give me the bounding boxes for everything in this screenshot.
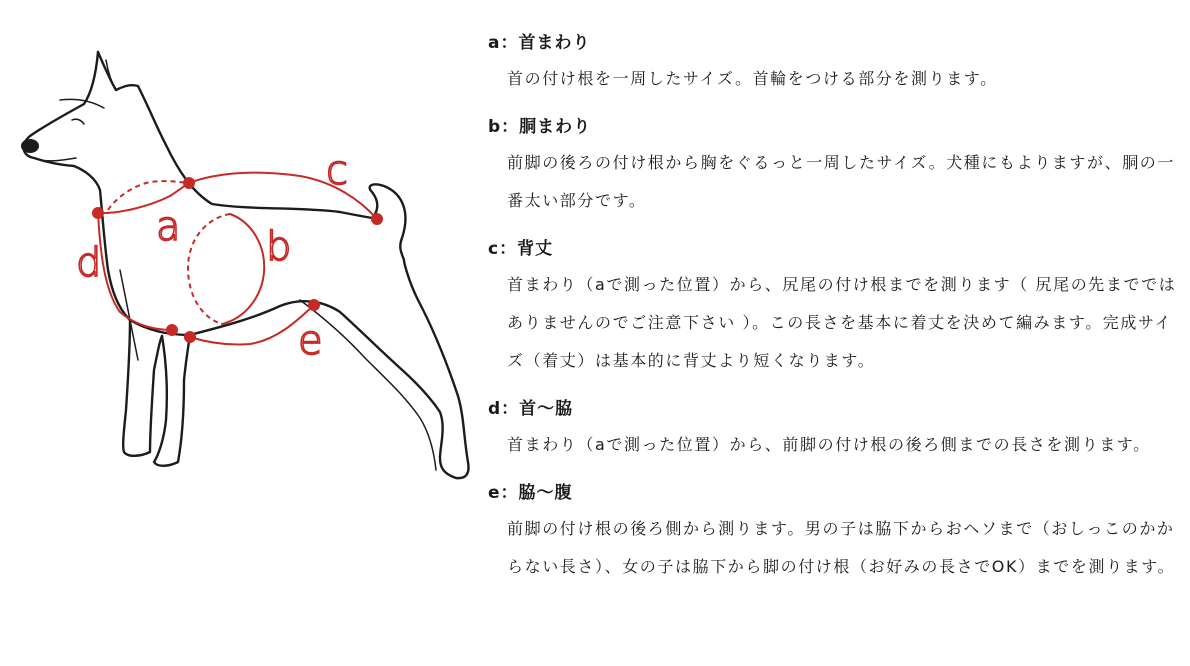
legend-desc-b: 前脚の後ろの付け根から胸をぐるっと一周したサイズ。犬種にもよりますが、胴の一番太い部分です。	[507, 153, 1176, 210]
legend-title-e: e：脇～腹	[488, 483, 573, 503]
legend-item-c	[488, 236, 1178, 380]
point-armpit	[166, 324, 178, 336]
measure-b-back	[188, 214, 230, 324]
point-neck-back	[183, 177, 195, 189]
legend-title-a: a：首まわり	[488, 33, 591, 53]
label-b: b	[266, 224, 292, 270]
legend-desc-d: 首まわり（aで測った位置）から、前脚の付け根の後ろ側までの長さを測ります。	[507, 435, 1151, 454]
legend-item-e	[488, 480, 1178, 586]
label-a: a	[156, 204, 181, 250]
point-armpit-lower	[184, 331, 196, 343]
measure-e	[190, 305, 314, 345]
legend-desc-e: 前脚の付け根の後ろ側から測ります。男の子は脇下からおヘソまで（おしっこのかからない長さ）、女の子は脇下から脚の付け根（お好みの長さでOK）までを測ります。	[507, 519, 1176, 576]
legend-item-a	[488, 30, 1178, 98]
label-e: e	[298, 318, 323, 364]
measurement-lines	[98, 173, 376, 345]
point-neck-front	[92, 207, 104, 219]
measure-b-front	[222, 214, 264, 324]
legend-desc-c: 首まわり（aで測った位置）から、尻尾の付け根までを測ります（ 尻尾の先までではありませんのでご注意下さい ）。この長さを基本に着丈を決めて編みます。完成サイズ（着丈）は基本的に背丈より短くなります。	[507, 275, 1177, 370]
legend-title-d: d：首～脇	[488, 399, 574, 419]
point-belly	[308, 299, 320, 311]
point-tail-base	[371, 213, 383, 225]
legend-item-b	[488, 114, 1178, 220]
nose-icon	[21, 139, 39, 153]
label-c: c	[326, 148, 348, 194]
legend-title-b: b：胴まわり	[488, 117, 592, 137]
legend-item-d	[488, 396, 1178, 464]
label-d: d	[76, 240, 102, 286]
legend-desc-a: 首の付け根を一周したサイズ。首輪をつける部分を測ります。	[507, 69, 998, 88]
dog-measurement-diagram	[0, 0, 480, 666]
legend-title-c: c：背丈	[488, 239, 554, 259]
measurement-legend	[488, 30, 1178, 602]
